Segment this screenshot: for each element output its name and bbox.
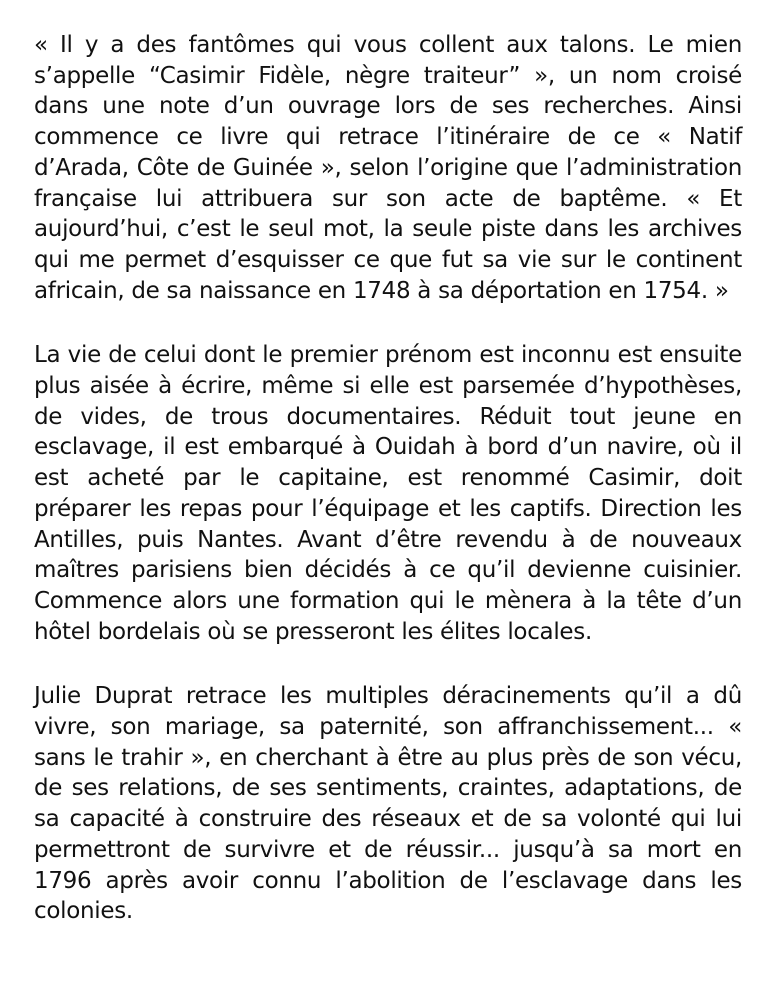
- paragraph-intro: « Il y a des fantômes qui vous collent aux talons. Le mien s’appelle “Casimir Fidèle, nègre traiteur” », un nom croisé dans une note d’un ouvrage lors de ses recherches. Ainsi commence ce livre qui retrace l’itinéraire de ce « Natif d’Arada, Côte de Guinée », selon l’origine que l’administration française lui attribuera sur son acte de baptême. « Et aujourd’hui, c’est le seul mot, la seule piste dans les archives qui me permet d’esquisser ce que fut sa vie sur le continent africain, de sa naissance en 1748 à sa déportation en 1754. »: [34, 32, 742, 304]
- paragraph-life: La vie de celui dont le premier prénom est inconnu est ensuite plus aisée à écrire, même si elle est parsemée d’hypothèses, de vides, de trous documentaires. Réduit tout jeune en esclavage, il est embarqué à Ouidah à bord d’un navire, où il est acheté par le capitaine, est renommé Casimir, doit préparer les repas pour l’équipage et les captifs. Direction les Antilles, puis Nantes. Avant d’être revendu à de nouveaux maîtres parisiens bien décidés à ce qu’il devienne cuisinier. Commence alors une formation qui le mènera à la tête d’un hôtel bordelais où se presseront les élites locales.: [34, 342, 742, 645]
- paragraph-conclusion: Julie Duprat retrace les multiples déracinements qu’il a dû vivre, son mariage, sa paternité, son affranchissement... « sans le trahir », en cherchant à être au plus près de son vécu, de ses relations, de ses sentiments, craintes, adaptations, de sa capacité à construire des réseaux et de sa volonté qui lui permettront de survivre et de réussir... jusqu’à sa mort en 1796 après avoir connu l’abolition de l’esclavage dans les colonies.: [34, 683, 742, 925]
